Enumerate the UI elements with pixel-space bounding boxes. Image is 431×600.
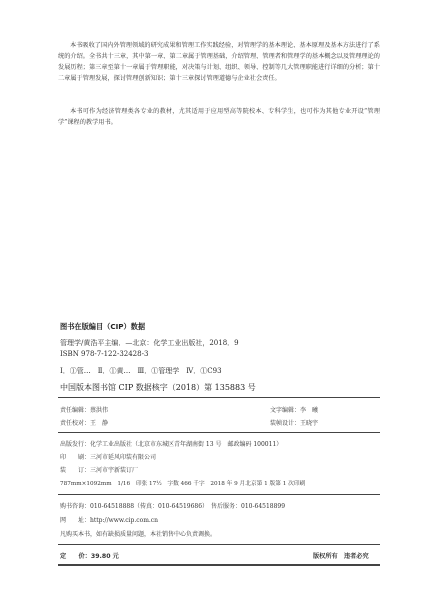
intro-paragraph-1: 本书吸收了国内外管理领域的研究成果和管理工作实践经验，对管理学的基本理论、基本原理及基本方法进行了系统的介绍。全书共十三章，其中第一章、第二章属于管理基础，介绍管理、管理者和管理学的基本概念以及管理理论的发展历程；第三章至第十一章属于管理职能，对决策与计划、组织、领导、控制等几大管理职能进行详细的分析；第十二章属于管理发展，探讨管理创新知识；第十三章探讨管理道德与企业社会责任。 (58, 42, 380, 82)
cip-record-number: 中国版本图书馆 CIP 数据核字（2018）第 135883 号 (60, 383, 256, 392)
price: 定 价：39.80 元 (60, 553, 119, 560)
proofreader: 责任校对：王 静 (60, 420, 109, 427)
divider (58, 564, 380, 566)
cover-designer: 装帧设计：王晓宇 (270, 420, 319, 427)
divider (58, 397, 380, 398)
binder-line: 装 订：三河市宇新装订厂 (60, 467, 139, 474)
cip-title-line: 管理学/黄浩平主编．—北京：化学工业出版社，2018．9 (60, 339, 239, 347)
responsible-editor: 责任编辑：蔡洪伟 (60, 407, 109, 414)
website: 网 址：http://www.cip.com.cn (60, 517, 159, 524)
printer-line: 印 刷：三河市延风印装有限公司 (60, 454, 157, 461)
cip-heading: 图书在版编目（CIP）数据 (60, 322, 146, 331)
quality-notice: 凡购买本书，如有缺损质量问题，本社销售中心负责调换。 (60, 531, 217, 538)
cip-classification: Ⅰ．①管… Ⅱ．①黄… Ⅲ．①管理学 Ⅳ．①C93 (60, 367, 222, 375)
text-editor: 文字编辑：李 曦 (270, 407, 319, 414)
format-line: 787mm×1092mm 1/16 印张 17½ 字数 466 千字 2018 年 9 月北京第 1 版第 1 次印刷 (60, 481, 306, 487)
cip-isbn: ISBN 978-7-122-32428-3 (60, 350, 149, 358)
purchase-contact: 购书咨询：010-64518888（传真：010-64519686） 售后服务：010-64518899 (60, 503, 286, 510)
divider (58, 544, 380, 545)
intro-paragraph-2: 本书可作为经济管理类各专业的教材，尤其适用于应用型高等院校本、专科学生，也可作为其他专业开设“管理学”课程的教学用书。 (58, 108, 380, 126)
divider (58, 432, 380, 433)
publisher-line: 出版发行：化学工业出版社（北京市东城区青年湖南街 13 号 邮政编码 100011） (60, 441, 283, 448)
copyright-notice: 版权所有 违者必究 (313, 553, 369, 560)
divider (58, 494, 380, 495)
